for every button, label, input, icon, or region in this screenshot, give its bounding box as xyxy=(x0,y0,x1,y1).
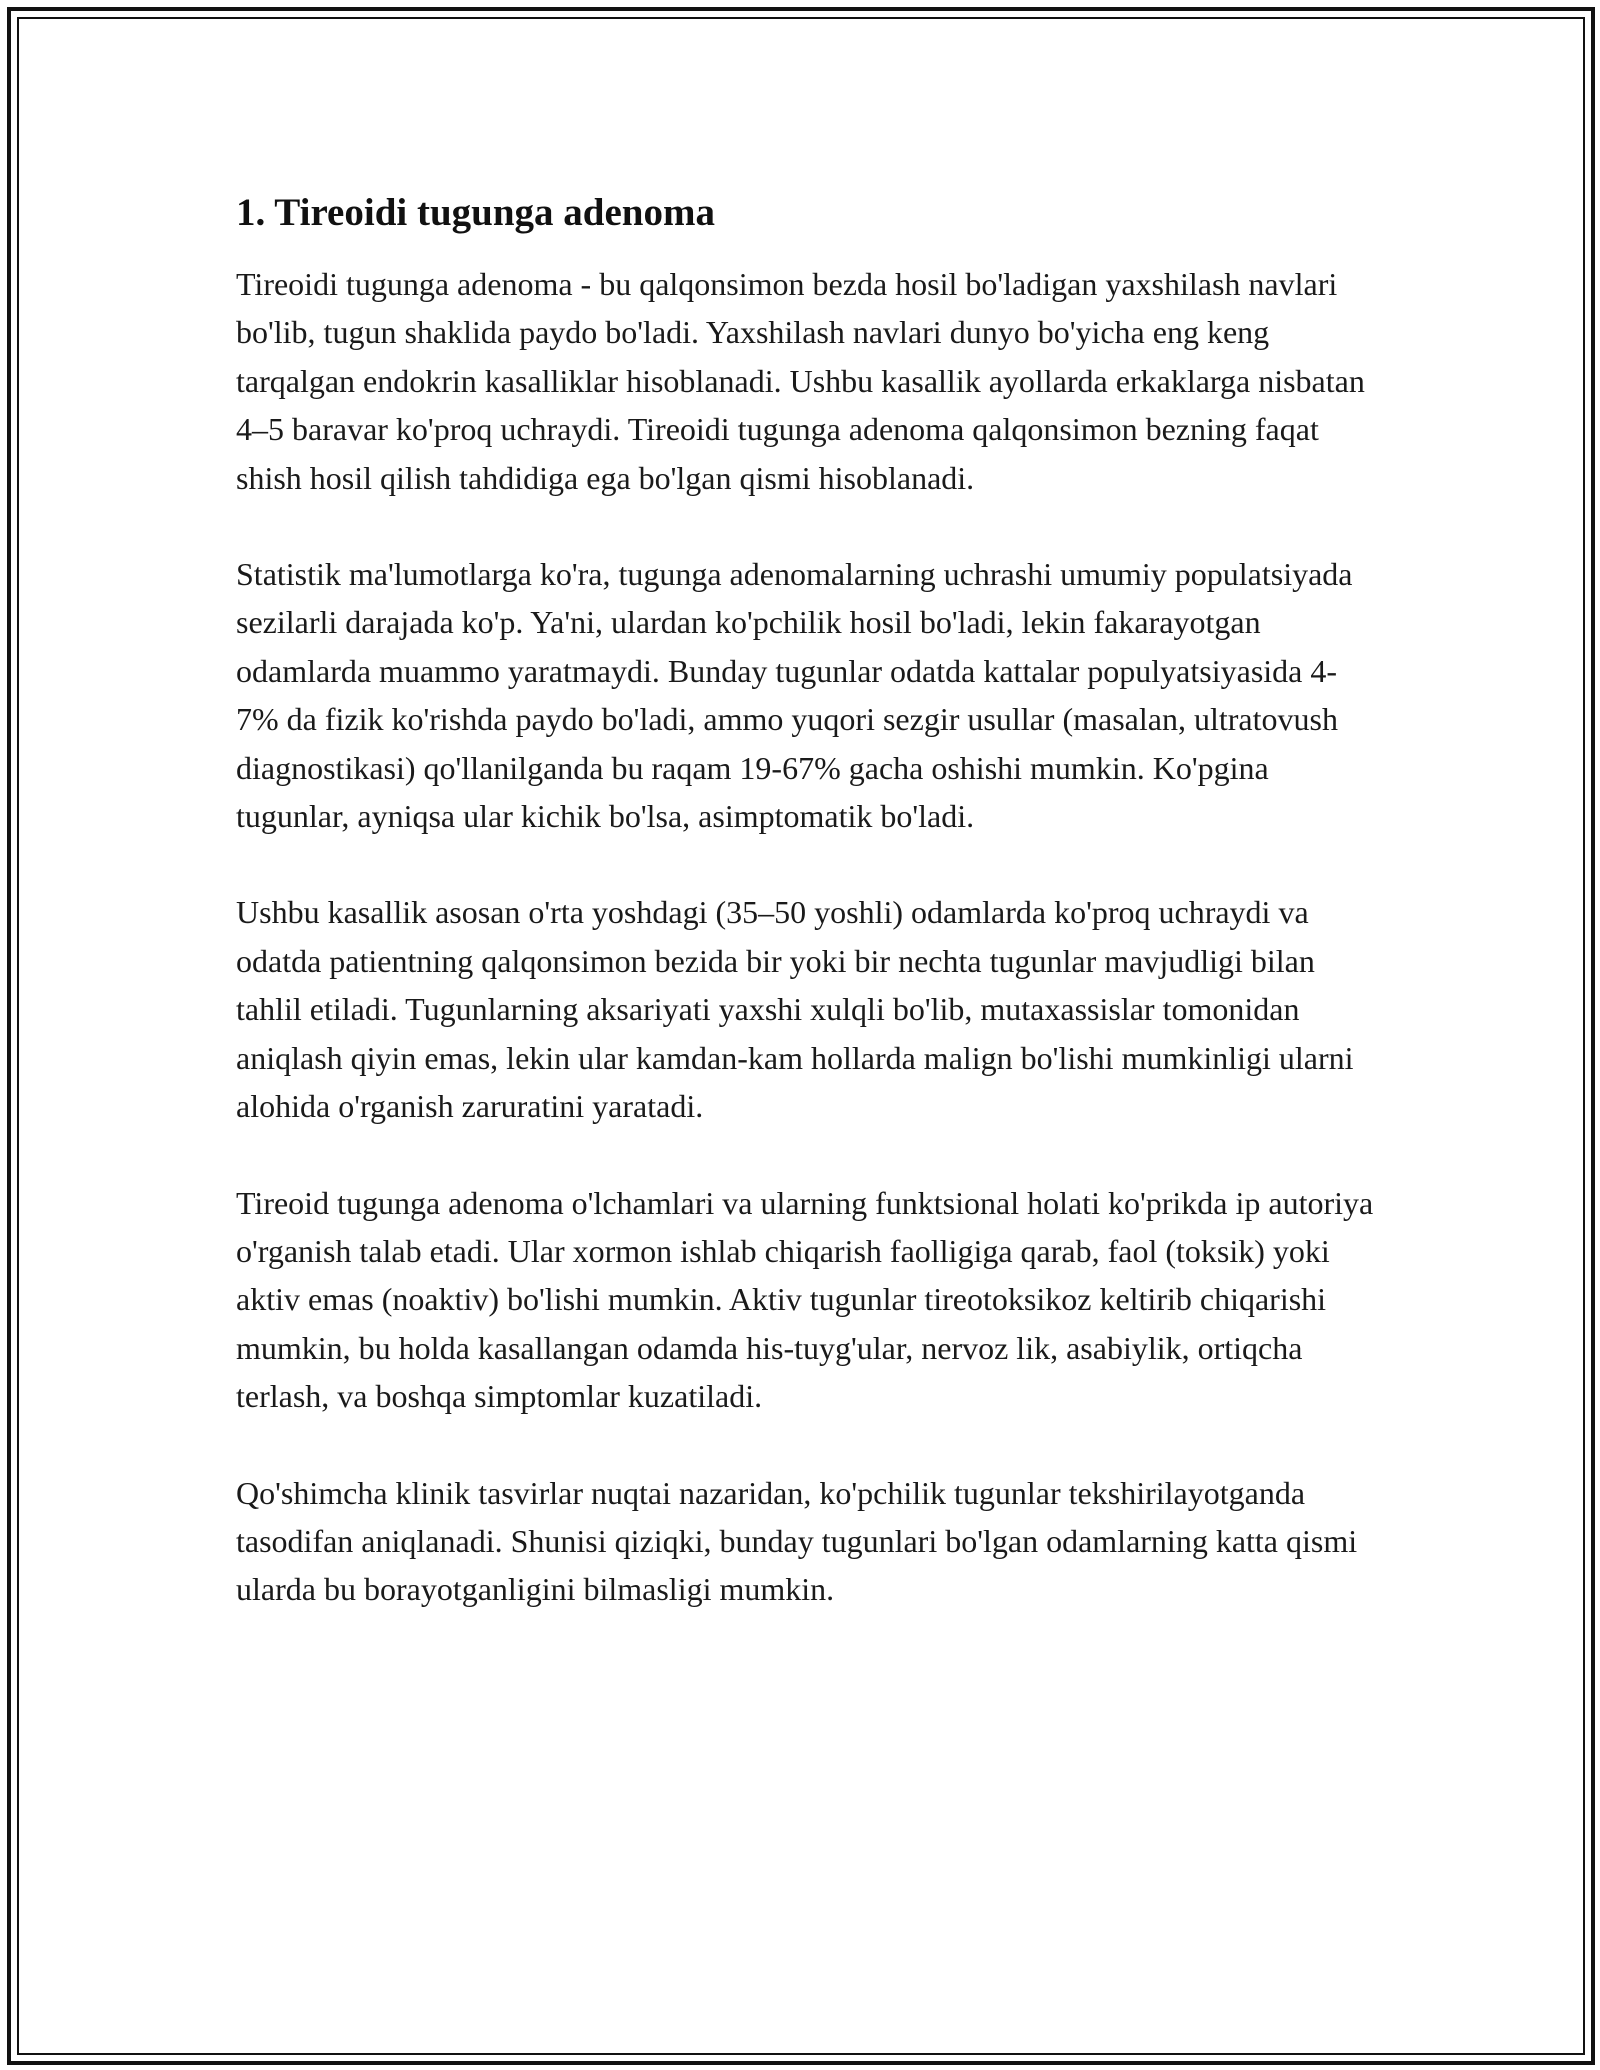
document-body xyxy=(236,188,1376,1662)
paragraph-2: Statistik ma'lumotlarga ko'ra, tugunga adenomalarning uchrashi umumiy populatsiyada sezilarli darajada ko'p. Ya'ni, ulardan ko'pchilik hosil bo'ladi, lekin fakarayotgan odamlarda muammo yaratmaydi. Bunday tugunlar odatda kattalar populyatsiyasida 4-7% da fizik ko'rishda paydo bo'ladi, ammo yuqori sezgir usullar (masalan, ultratovush diagnostikasi) qo'llanilganda bu raqam 19-67% gacha oshishi mumkin. Ko'pgina tugunlar, ayniqsa ular kichik bo'lsa, asimptomatik bo'ladi. xyxy=(236,556,1353,835)
paragraph-3: Ushbu kasallik asosan o'rta yoshdagi (35–50 yoshli) odamlarda ko'proq uchraydi va odatda patientning qalqonsimon bezida bir yoki bir nechta tugunlar mavjudligi bilan tahlil etiladi. Tugunlarning aksariyati yaxshi xulqli bo'lib, mutaxassislar tomonidan aniqlash qiyin emas, lekin ular kamdan-kam hollarda malign bo'lishi mumkinligi ularni alohida o'rganish zaruratini yaratadi. xyxy=(236,894,1354,1125)
paragraph-4: Tireoid tugunga adenoma o'lchamlari va ularning funktsional holati ko'prikda ip autoriya o'rganish talab etadi. Ular xormon ishlab chiqarish faolligiga qarab, faol (toksik) yoki aktiv emas (noaktiv) bo'lishi mumkin. Aktiv tugunlar tireotoksikoz keltirib chiqarishi mumkin, bu holda kasallangan odamda his-tuyg'ular, nervoz lik, asabiylik, ortiqcha terlash, va boshqa simptomlar kuzatiladi. xyxy=(236,1184,1374,1415)
paragraph-5: Qo'shimcha klinik tasvirlar nuqtai nazaridan, ko'pchilik tugunlar tekshirilayotganda tasodifan aniqlanadi. Shunisi qiziqki, bunday tugunlari bo'lgan odamlarning katta qismi ularda bu borayotganligini bilmasligi mumkin. xyxy=(236,1474,1358,1608)
section-heading: 1. Tireoidi tugunga adenoma xyxy=(236,191,715,234)
paragraph-1: Tireoidi tugunga adenoma - bu qalqonsimon bezda hosil bo'ladigan yaxshilash navlari bo'lib, tugun shaklida paydo bo'ladi. Yaxshilash navlari dunyo bo'yicha eng keng tarqalgan endokrin kasalliklar hisoblanadi. Ushbu kasallik ayollarda erkaklarga nisbatan 4–5 baravar ko'proq uchraydi. Tireoidi tugunga adenoma qalqonsimon bezning faqat shish hosil qilish tahdidiga ega bo'lgan qismi hisoblanadi. xyxy=(236,266,1365,496)
